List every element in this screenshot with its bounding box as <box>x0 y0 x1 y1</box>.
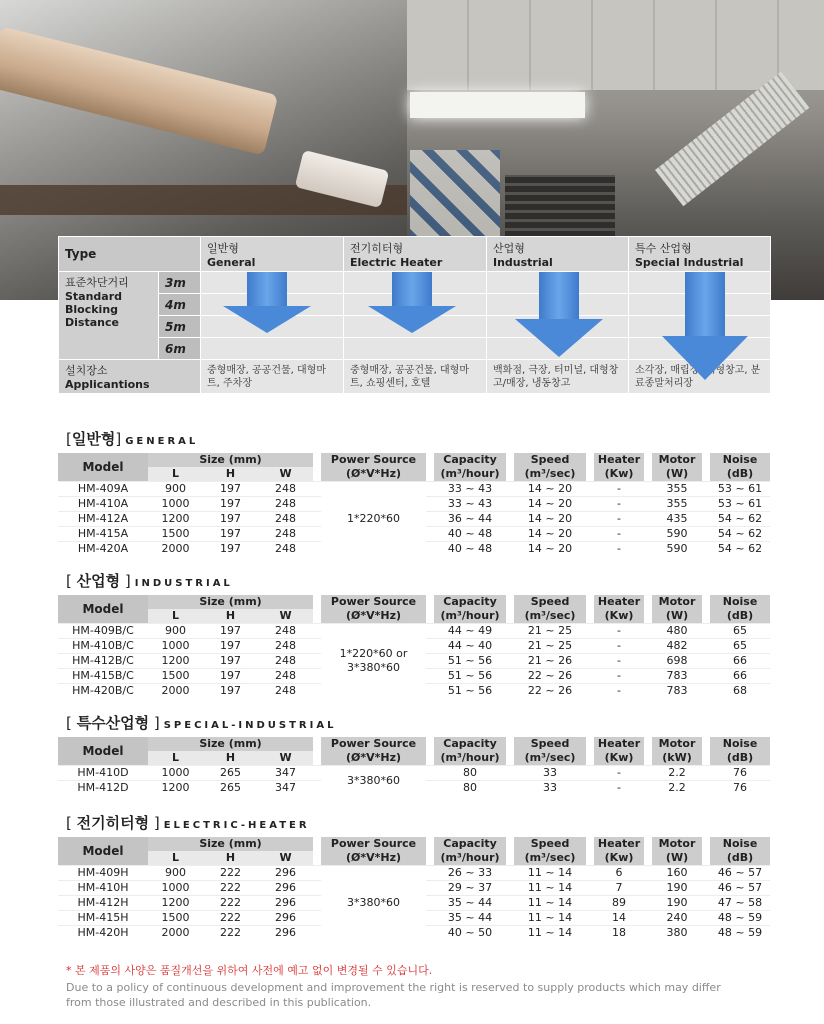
spec-table-special <box>58 737 770 795</box>
cell-l: 1500 <box>148 911 203 926</box>
cell-l: 1200 <box>148 896 203 911</box>
cell-l: 900 <box>148 482 203 497</box>
cell-motor: 698 <box>652 654 702 669</box>
photo-ceiling <box>407 0 824 90</box>
header-motor-unit: (W) <box>652 467 702 482</box>
cell-capacity: 26 ~ 33 <box>434 866 506 881</box>
header-noise: Noise <box>710 837 770 851</box>
cell-noise: 54 ~ 62 <box>710 527 770 542</box>
cell-h: 265 <box>203 781 258 796</box>
cell-heater: 6 <box>594 866 644 881</box>
header-speed-unit: (m³/sec) <box>514 467 586 482</box>
cell-capacity: 51 ~ 56 <box>434 654 506 669</box>
application-electric: 중형매장, 공공건물, 대형마트, 쇼핑센터, 호텔 <box>344 360 487 394</box>
arrow-head <box>662 336 748 380</box>
section-title-en: GENERAL <box>125 436 199 447</box>
header-speed-unit: (m³/sec) <box>514 851 586 866</box>
application-industrial: 백화점, 극장, 터미널, 대형창고/매장, 냉동창고 <box>487 360 629 394</box>
cell-speed: 33 <box>514 766 586 781</box>
cell-speed: 11 ~ 14 <box>514 926 586 941</box>
disclaimer-en <box>66 980 721 1010</box>
arrow-shaft <box>247 272 287 307</box>
header-h: H <box>203 609 258 624</box>
cell-model: HM-409H <box>58 866 148 881</box>
cell-noise: 46 ~ 57 <box>710 866 770 881</box>
cell-heater: - <box>594 766 644 781</box>
cell-motor: 190 <box>652 881 702 896</box>
spec-table-industrial <box>58 595 770 698</box>
cell-heater: 89 <box>594 896 644 911</box>
header-h: H <box>203 751 258 766</box>
cell-noise: 54 ~ 62 <box>710 542 770 557</box>
header-power-unit: (Ø*V*Hz) <box>321 751 426 766</box>
header-motor-unit: (W) <box>652 609 702 624</box>
header-size: Size (mm) <box>148 737 313 751</box>
section-title-ko: 특수산업형 <box>76 714 150 732</box>
cell-h: 197 <box>203 639 258 654</box>
cell-heater: - <box>594 527 644 542</box>
header-heater-unit: (Kw) <box>594 467 644 482</box>
cell-noise: 53 ~ 61 <box>710 482 770 497</box>
cell-h: 197 <box>203 654 258 669</box>
header-l: L <box>148 851 203 866</box>
cell-l: 1500 <box>148 527 203 542</box>
section-title-ko: 산업형 <box>76 572 121 590</box>
header-speed: Speed <box>514 737 586 751</box>
cell-speed: 14 ~ 20 <box>514 527 586 542</box>
cell-capacity: 36 ~ 44 <box>434 512 506 527</box>
cell-speed: 11 ~ 14 <box>514 866 586 881</box>
arrow-shaft <box>539 272 579 320</box>
cell-model: HM-412A <box>58 512 148 527</box>
cell-heater: - <box>594 542 644 557</box>
cell-w: 296 <box>258 866 313 881</box>
arrow-shaft <box>685 272 725 337</box>
arrow-head <box>223 306 311 333</box>
section-title-general: [일반형] GENERAL <box>66 430 199 448</box>
cell-motor: 2.2 <box>652 766 702 781</box>
header-l: L <box>148 467 203 482</box>
table-row <box>58 624 770 639</box>
header-h: H <box>203 467 258 482</box>
cell-model: HM-412B/C <box>58 654 148 669</box>
cell-model: HM-409A <box>58 482 148 497</box>
header-w: W <box>258 851 313 866</box>
photo-wall-tile <box>410 150 500 240</box>
cell-heater: - <box>594 669 644 684</box>
cell-capacity: 40 ~ 48 <box>434 527 506 542</box>
cell-model: HM-412H <box>58 896 148 911</box>
cell-h: 197 <box>203 512 258 527</box>
header-power-unit: (Ø*V*Hz) <box>321 467 426 482</box>
cell-model: HM-415H <box>58 911 148 926</box>
type-col-ko: 산업형 <box>493 241 525 255</box>
cell-motor: 480 <box>652 624 702 639</box>
disclaimer-en-line: from those illustrated and described in this publication. <box>66 996 372 1009</box>
cell-power <box>321 766 426 796</box>
header-heater: Heater <box>594 737 644 751</box>
cell-capacity: 44 ~ 40 <box>434 639 506 654</box>
cell-h: 222 <box>203 866 258 881</box>
cell-heater: - <box>594 482 644 497</box>
cell-motor: 240 <box>652 911 702 926</box>
cell-noise: 53 ~ 61 <box>710 497 770 512</box>
cell-w: 296 <box>258 911 313 926</box>
power-value: 3*380*60 <box>347 661 401 674</box>
cell-model: HM-412D <box>58 781 148 796</box>
arrow-down-icon <box>515 272 603 357</box>
section-title-industrial: [ 산업형 ] INDUSTRIAL <box>66 572 233 590</box>
cell-noise: 66 <box>710 669 770 684</box>
cell-w: 248 <box>258 654 313 669</box>
cell-speed: 22 ~ 26 <box>514 684 586 699</box>
header-speed-unit: (m³/sec) <box>514 751 586 766</box>
cell-heater: - <box>594 654 644 669</box>
distance-label <box>59 272 159 360</box>
cell-w: 248 <box>258 669 313 684</box>
cell-h: 197 <box>203 669 258 684</box>
header-speed-unit: (m³/sec) <box>514 609 586 624</box>
cell-h: 222 <box>203 926 258 941</box>
cell-l: 2000 <box>148 542 203 557</box>
header-noise: Noise <box>710 453 770 467</box>
application-label-ko: 설치장소 <box>65 364 108 377</box>
cell-w: 248 <box>258 497 313 512</box>
cell-speed: 11 ~ 14 <box>514 881 586 896</box>
cell-l: 1000 <box>148 639 203 654</box>
cell-motor: 783 <box>652 669 702 684</box>
header-noise-unit: (dB) <box>710 751 770 766</box>
cell-model: HM-420B/C <box>58 684 148 699</box>
cell-speed: 14 ~ 20 <box>514 542 586 557</box>
cell-speed: 14 ~ 20 <box>514 512 586 527</box>
header-model: Model <box>58 837 148 866</box>
section-title-ko: 일반형 <box>71 430 116 448</box>
arrow-down-icon <box>223 272 311 334</box>
cell-motor: 590 <box>652 527 702 542</box>
header-capacity: Capacity <box>434 837 506 851</box>
spec-table-electric <box>58 837 770 940</box>
cell-capacity: 35 ~ 44 <box>434 896 506 911</box>
section-title-en: INDUSTRIAL <box>134 578 233 589</box>
header-heater: Heater <box>594 595 644 609</box>
cell-power <box>321 482 426 557</box>
section-title-en: SPECIAL-INDUSTRIAL <box>163 720 337 731</box>
header-capacity-unit: (m³/hour) <box>434 751 506 766</box>
header-h: H <box>203 851 258 866</box>
cell-l: 1200 <box>148 654 203 669</box>
cell-noise: 66 <box>710 654 770 669</box>
cell-w: 248 <box>258 624 313 639</box>
cell-l: 900 <box>148 866 203 881</box>
distance-3m: 3m <box>159 272 201 294</box>
cell-l: 1500 <box>148 669 203 684</box>
cell-heater: 18 <box>594 926 644 941</box>
arrow-head <box>515 319 603 357</box>
header-model: Model <box>58 595 148 624</box>
cell-capacity: 33 ~ 43 <box>434 482 506 497</box>
header-model: Model <box>58 737 148 766</box>
cell-l: 1200 <box>148 781 203 796</box>
section-title-ko: 전기히터형 <box>76 814 150 832</box>
header-noise: Noise <box>710 737 770 751</box>
header-speed: Speed <box>514 837 586 851</box>
cell-noise: 54 ~ 62 <box>710 512 770 527</box>
type-col-industrial <box>487 237 629 272</box>
cell-model: HM-410D <box>58 766 148 781</box>
type-col-en: General <box>207 255 256 269</box>
application-label-en: Applicantions <box>65 378 150 391</box>
header-motor: Motor <box>652 453 702 467</box>
distance-5m: 5m <box>159 316 201 338</box>
cell-heater: 14 <box>594 911 644 926</box>
table-row <box>58 866 770 881</box>
header-w: W <box>258 467 313 482</box>
cell-h: 222 <box>203 911 258 926</box>
cell-motor: 783 <box>652 684 702 699</box>
cell-w: 347 <box>258 781 313 796</box>
cell-h: 197 <box>203 542 258 557</box>
cell-h: 222 <box>203 881 258 896</box>
arrow-down-icon <box>662 272 748 380</box>
cell-capacity: 40 ~ 50 <box>434 926 506 941</box>
cell-h: 197 <box>203 527 258 542</box>
cell-w: 296 <box>258 881 313 896</box>
cell-model: HM-410H <box>58 881 148 896</box>
cell-motor: 355 <box>652 497 702 512</box>
cell-speed: 22 ~ 26 <box>514 669 586 684</box>
cell-w: 248 <box>258 512 313 527</box>
cell-power <box>321 624 426 699</box>
distance-label-ko: 표준차단거리 <box>65 276 129 289</box>
cell-speed: 21 ~ 25 <box>514 624 586 639</box>
table-row <box>58 482 770 497</box>
header-speed: Speed <box>514 453 586 467</box>
header-capacity-unit: (m³/hour) <box>434 467 506 482</box>
type-col-ko: 전기히터형 <box>350 241 404 255</box>
cell-speed: 14 ~ 20 <box>514 482 586 497</box>
power-value: 3*380*60 <box>347 773 401 787</box>
cell-l: 2000 <box>148 684 203 699</box>
cell-capacity: 51 ~ 56 <box>434 684 506 699</box>
type-col-general <box>201 237 344 272</box>
application-label <box>59 360 201 394</box>
cell-noise: 46 ~ 57 <box>710 881 770 896</box>
header-capacity-unit: (m³/hour) <box>434 609 506 624</box>
section-title-electric: [ 전기히터형 ] ELECTRIC-HEATER <box>66 814 310 832</box>
power-value: 1*220*60 <box>347 512 401 525</box>
cell-capacity: 29 ~ 37 <box>434 881 506 896</box>
cell-motor: 2.2 <box>652 781 702 796</box>
arrow-down-icon <box>368 272 456 334</box>
header-heater: Heater <box>594 453 644 467</box>
header-heater-unit: (Kw) <box>594 751 644 766</box>
cell-h: 265 <box>203 766 258 781</box>
cell-h: 197 <box>203 684 258 699</box>
type-col-en: Industrial <box>493 255 553 269</box>
disclaimer-en-line: Due to a policy of continuous development and improvement the right is reserved to supply products which may differ <box>66 981 721 994</box>
cell-speed: 14 ~ 20 <box>514 497 586 512</box>
cell-l: 1000 <box>148 497 203 512</box>
cell-w: 296 <box>258 896 313 911</box>
cell-model: HM-415A <box>58 527 148 542</box>
cell-heater: - <box>594 624 644 639</box>
header-power: Power Source <box>321 837 426 851</box>
cell-motor: 435 <box>652 512 702 527</box>
type-col-en: Electric Heater <box>350 255 443 269</box>
header-size: Size (mm) <box>148 595 313 609</box>
cell-model: HM-409B/C <box>58 624 148 639</box>
cell-w: 248 <box>258 542 313 557</box>
header-motor: Motor <box>652 595 702 609</box>
type-col-en: Special Industrial <box>635 255 744 269</box>
cell-heater: - <box>594 781 644 796</box>
header-noise-unit: (dB) <box>710 609 770 624</box>
header-w: W <box>258 609 313 624</box>
disclaimer <box>66 962 721 1010</box>
cell-motor: 482 <box>652 639 702 654</box>
cell-motor: 380 <box>652 926 702 941</box>
cell-model: HM-410B/C <box>58 639 148 654</box>
cell-noise: 48 ~ 59 <box>710 926 770 941</box>
cell-heater: - <box>594 512 644 527</box>
distance-6m: 6m <box>159 338 201 360</box>
cell-speed: 33 <box>514 781 586 796</box>
cell-l: 2000 <box>148 926 203 941</box>
cell-noise: 48 ~ 59 <box>710 911 770 926</box>
header-speed: Speed <box>514 595 586 609</box>
cell-l: 1000 <box>148 881 203 896</box>
header-noise: Noise <box>710 595 770 609</box>
application-general: 중형매장, 공공건물, 대형마트, 주차장 <box>201 360 344 394</box>
cell-capacity: 40 ~ 48 <box>434 542 506 557</box>
cell-noise: 65 <box>710 624 770 639</box>
header-capacity: Capacity <box>434 595 506 609</box>
cell-heater: 7 <box>594 881 644 896</box>
cell-w: 248 <box>258 527 313 542</box>
distance-label-en: Standard Blocking Distance <box>65 290 123 329</box>
application-special: 소각장, 매립장, 대형창고, 분료종말처리장 <box>629 360 771 394</box>
arrow-head <box>368 306 456 333</box>
photo-light <box>410 92 585 118</box>
cell-h: 197 <box>203 497 258 512</box>
header-capacity-unit: (m³/hour) <box>434 851 506 866</box>
cell-motor: 355 <box>652 482 702 497</box>
section-title-special: [ 특수산업형 ] SPECIAL-INDUSTRIAL <box>66 714 337 732</box>
cell-h: 222 <box>203 896 258 911</box>
cell-power <box>321 866 426 941</box>
cell-motor: 160 <box>652 866 702 881</box>
cell-l: 900 <box>148 624 203 639</box>
cell-capacity: 80 <box>434 766 506 781</box>
header-motor: Motor <box>652 737 702 751</box>
cell-speed: 11 ~ 14 <box>514 896 586 911</box>
cell-l: 1000 <box>148 766 203 781</box>
header-capacity: Capacity <box>434 737 506 751</box>
header-power-unit: (Ø*V*Hz) <box>321 851 426 866</box>
header-capacity: Capacity <box>434 453 506 467</box>
cell-model: HM-420A <box>58 542 148 557</box>
header-power: Power Source <box>321 453 426 467</box>
section-title-en: ELECTRIC-HEATER <box>163 820 310 831</box>
header-l: L <box>148 751 203 766</box>
cell-noise: 47 ~ 58 <box>710 896 770 911</box>
type-header: Type <box>59 237 201 272</box>
cell-capacity: 35 ~ 44 <box>434 911 506 926</box>
header-model: Model <box>58 453 148 482</box>
distance-4m: 4m <box>159 294 201 316</box>
cell-capacity: 44 ~ 49 <box>434 624 506 639</box>
header-noise-unit: (dB) <box>710 467 770 482</box>
cell-w: 248 <box>258 482 313 497</box>
cell-h: 197 <box>203 482 258 497</box>
cell-noise: 76 <box>710 781 770 796</box>
header-heater-unit: (Kw) <box>594 609 644 624</box>
header-power-unit: (Ø*V*Hz) <box>321 609 426 624</box>
header-motor-unit: (W) <box>652 851 702 866</box>
cell-noise: 65 <box>710 639 770 654</box>
cell-w: 248 <box>258 684 313 699</box>
cell-noise: 76 <box>710 766 770 781</box>
header-noise-unit: (dB) <box>710 851 770 866</box>
cell-motor: 190 <box>652 896 702 911</box>
header-motor: Motor <box>652 837 702 851</box>
cell-speed: 21 ~ 26 <box>514 654 586 669</box>
cell-speed: 21 ~ 25 <box>514 639 586 654</box>
header-heater-unit: (Kw) <box>594 851 644 866</box>
header-w: W <box>258 751 313 766</box>
cell-model: HM-420H <box>58 926 148 941</box>
cell-capacity: 51 ~ 56 <box>434 669 506 684</box>
cell-heater: - <box>594 684 644 699</box>
cell-l: 1200 <box>148 512 203 527</box>
disclaimer-ko: * 본 제품의 사양은 품질개선을 위하여 사전에 예고 없이 변경될 수 있습니다. <box>66 964 433 977</box>
power-value: 1*220*60 or <box>339 647 408 660</box>
header-size: Size (mm) <box>148 453 313 467</box>
header-power: Power Source <box>321 737 426 751</box>
header-power: Power Source <box>321 595 426 609</box>
header-size: Size (mm) <box>148 837 313 851</box>
type-col-ko: 특수 산업형 <box>635 241 692 255</box>
cell-h: 197 <box>203 624 258 639</box>
cell-model: HM-415B/C <box>58 669 148 684</box>
table-row <box>58 766 770 781</box>
type-col-electric <box>344 237 487 272</box>
header-motor-unit: (kW) <box>652 751 702 766</box>
arrow-shaft <box>392 272 432 307</box>
cell-noise: 68 <box>710 684 770 699</box>
type-col-special <box>629 237 771 272</box>
cell-capacity: 33 ~ 43 <box>434 497 506 512</box>
cell-speed: 11 ~ 14 <box>514 911 586 926</box>
cell-w: 248 <box>258 639 313 654</box>
spec-table-general <box>58 453 770 556</box>
cell-motor: 590 <box>652 542 702 557</box>
type-col-ko: 일반형 <box>207 241 239 255</box>
header-l: L <box>148 609 203 624</box>
cell-w: 347 <box>258 766 313 781</box>
header-heater: Heater <box>594 837 644 851</box>
cell-model: HM-410A <box>58 497 148 512</box>
cell-heater: - <box>594 497 644 512</box>
cell-w: 296 <box>258 926 313 941</box>
cell-capacity: 80 <box>434 781 506 796</box>
power-value: 3*380*60 <box>347 896 401 909</box>
cell-heater: - <box>594 639 644 654</box>
